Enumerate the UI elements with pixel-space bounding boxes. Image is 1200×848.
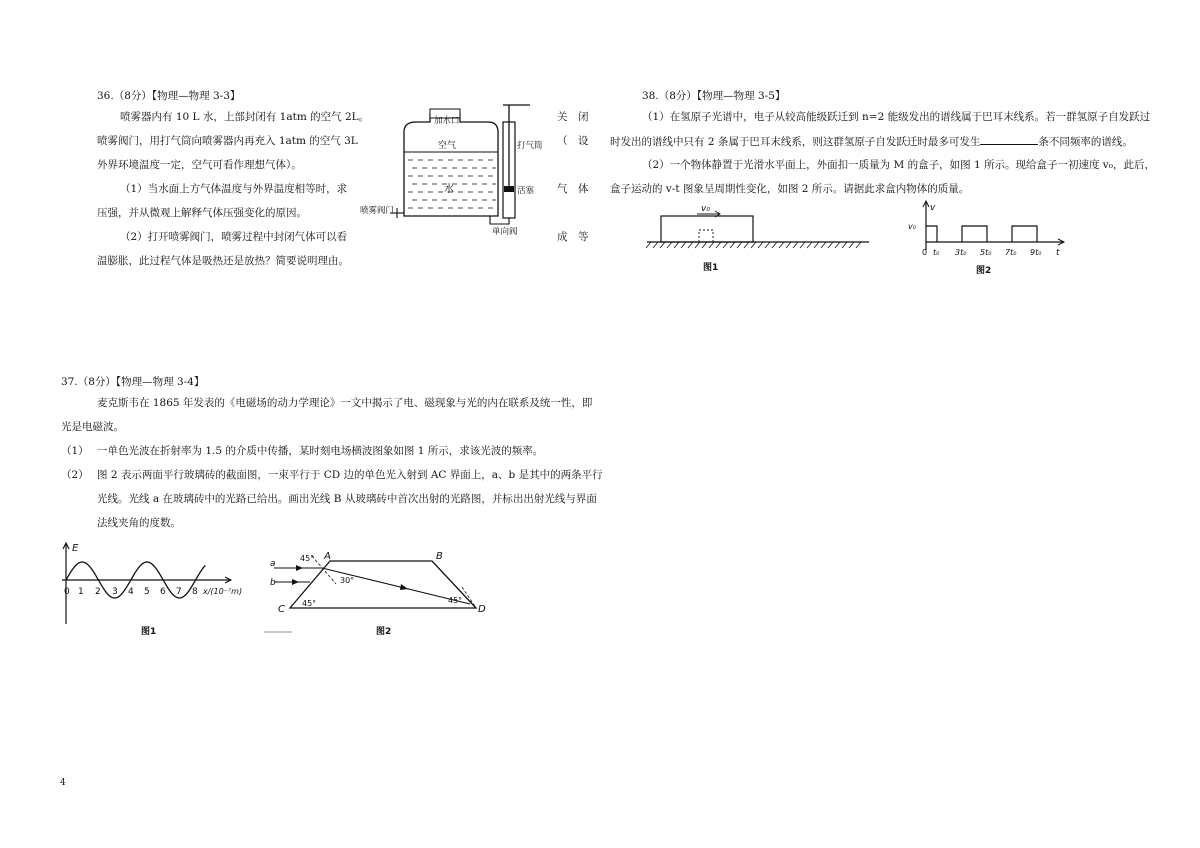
q36-line-2: 喷雾阀门，用打气筒向喷雾器内再充入 1atm 的空气 3L bbox=[97, 135, 358, 147]
page-number: 4 bbox=[60, 778, 66, 788]
glass-brick-figure bbox=[262, 546, 502, 641]
ground-hatch-line bbox=[695, 242, 700, 248]
vt-tick-4: 7t₀ bbox=[1005, 248, 1017, 257]
wave-tick-4: 4 bbox=[128, 587, 134, 597]
q37-intro-2: 光是电磁波。 bbox=[61, 421, 124, 433]
angle-C: 45° bbox=[302, 599, 317, 608]
ground-hatch-line bbox=[856, 242, 861, 248]
ground-hatch-line bbox=[667, 242, 672, 248]
wave-figure bbox=[58, 540, 243, 640]
angle-D: 45° bbox=[448, 596, 463, 605]
q36-right-frag-3: 气 体 bbox=[557, 183, 589, 195]
ground-hatch-line bbox=[681, 242, 686, 248]
box-v0-label: v₀ bbox=[701, 204, 710, 214]
ray-b-label: b bbox=[270, 578, 276, 588]
q37-part2-text-2: 光线。光线 a 在玻璃砖中的光路已给出。画出光线 B 从玻璃砖中首次出射的光路图，并标出出射光线与界面 bbox=[97, 493, 597, 505]
wave-tick-5: 5 bbox=[144, 587, 150, 597]
glass-caption: 图2 bbox=[376, 627, 392, 637]
label-air: 空气 bbox=[438, 141, 457, 151]
vt-graph-figure bbox=[900, 198, 1070, 280]
wave-tick-0: 0 bbox=[64, 587, 70, 597]
ground-hatch-line bbox=[772, 242, 777, 248]
q36-line-7: 温膨胀，此过程气体是吸热还是放热？简要说明理由。 bbox=[97, 255, 349, 267]
vt-v0-label: v₀ bbox=[908, 222, 916, 231]
vt-t-axis-label: t bbox=[1056, 248, 1060, 258]
ground-hatch-line bbox=[744, 242, 749, 248]
ground-hatch-line bbox=[800, 242, 805, 248]
ground-hatch-line bbox=[807, 242, 812, 248]
q36-heading: 36.（8分）【物理—物理 3-3】 bbox=[97, 90, 241, 102]
angle-incidence: 45° bbox=[300, 554, 315, 563]
q37-part1-text: 一单色光波在折射率为 1.5 的介质中传播，某时刻电场横波图象如图 1 所示，求该光波的频率。 bbox=[97, 445, 544, 457]
q36-line-1: 喷雾器内有 10 L 水，上部封闭有 1atm 的空气 2L。 bbox=[120, 111, 370, 123]
q38-part2-text-1: （2）一个物体静置于光滑水平面上，外面扣一质量为 M 的盒子，如图 1 所示。现给盒子一初速度 v₀，此后， bbox=[642, 159, 1155, 171]
q36-right-frag-1: 关 闭 bbox=[557, 111, 589, 123]
ground-hatch-line bbox=[849, 242, 854, 248]
ground-hatch-line bbox=[814, 242, 819, 248]
ground-hatch-line bbox=[786, 242, 791, 248]
label-pump: 打气筒 bbox=[517, 141, 543, 151]
vt-tick-1: t₀ bbox=[933, 248, 940, 257]
vt-caption: 图2 bbox=[976, 266, 992, 276]
vt-v-axis-label: v bbox=[930, 203, 936, 213]
vertex-A: A bbox=[324, 551, 331, 562]
ground-hatch-line bbox=[688, 242, 693, 248]
vertex-C: C bbox=[278, 604, 285, 615]
ground-hatch-line bbox=[758, 242, 763, 248]
q36-line-6: （2）打开喷雾阀门，喷雾过程中封闭气体可以看 bbox=[120, 231, 348, 243]
q37-part2-text-1: 图 2 表示两面平行玻璃砖的截面图，一束平行于 CD 边的单色光入射到 AC 界面上，a、b 是其中的两条平行 bbox=[97, 469, 603, 481]
ground-hatch-line bbox=[828, 242, 833, 248]
wave-tick-1: 1 bbox=[78, 587, 84, 597]
ray-a-label: a bbox=[270, 559, 276, 569]
q37-intro-1: 麦克斯韦在 1865 年发表的《电磁场的动力学理论》一文中揭示了电、磁现象与光的内在联系及统一性，即 bbox=[97, 397, 593, 409]
ground-hatch-line bbox=[793, 242, 798, 248]
ground-hatch-line bbox=[716, 242, 721, 248]
q38-part1-text-2 bbox=[610, 134, 1133, 149]
q37-part1-number: （1） bbox=[61, 445, 89, 457]
wave-caption: 图1 bbox=[141, 627, 157, 637]
ground-hatch-line bbox=[737, 242, 742, 248]
label-spray-valve: 喷雾阀门 bbox=[360, 206, 395, 216]
sprayer-figure bbox=[360, 100, 550, 235]
q38-heading: 38.（8分）【物理—物理 3-5】 bbox=[642, 90, 786, 102]
q38-part1-text-2-pre: 时发出的谱线中只有 2 条属于巴耳末线系，则这群氢原子自发跃迁时最多可发生 bbox=[610, 136, 981, 148]
q37-part2-text-3: 法线夹角的度数。 bbox=[97, 517, 181, 529]
ground-hatch-line bbox=[709, 242, 714, 248]
vt-tick-2: 3t₀ bbox=[955, 248, 967, 257]
q36-line-3: 外界环境温度一定，空气可看作理想气体）。 bbox=[97, 159, 302, 171]
vertex-D: D bbox=[478, 604, 486, 615]
wave-tick-6: 6 bbox=[160, 587, 166, 597]
label-water: 水 bbox=[444, 184, 454, 195]
label-check-valve: 单向阀 bbox=[492, 227, 518, 237]
ground-hatch-line bbox=[751, 242, 756, 248]
box-caption: 图1 bbox=[703, 263, 719, 273]
box-figure bbox=[645, 200, 885, 280]
ground-hatch-line bbox=[653, 242, 658, 248]
q38-part1-text-1: （1）在氢原子光谱中，电子从较高能级跃迁到 n=2 能级发出的谱线属于巴耳末线系。若一群氢原子自发跃过 bbox=[642, 111, 1151, 123]
q36-line-5: 压强，并从微观上解释气体压强变化的原因。 bbox=[97, 207, 307, 219]
q37-heading: 37.（8分）【物理—物理 3-4】 bbox=[61, 376, 205, 388]
wave-tick-2: 2 bbox=[95, 587, 101, 597]
ground-hatch-line bbox=[702, 242, 707, 248]
ground-hatch-line bbox=[765, 242, 770, 248]
label-water-inlet: 加水口 bbox=[434, 116, 460, 126]
q36-right-frag-4: 成 等 bbox=[557, 231, 589, 243]
answer-blank bbox=[980, 134, 1038, 145]
ground-hatch-line bbox=[646, 242, 651, 248]
wave-tick-8: 8 bbox=[192, 587, 198, 597]
vertex-B: B bbox=[436, 551, 443, 562]
vt-tick-5: 9t₀ bbox=[1030, 248, 1042, 257]
ground-hatch-line bbox=[674, 242, 679, 248]
angle-refraction: 30° bbox=[340, 576, 355, 585]
wave-y-label: E bbox=[72, 543, 79, 554]
q38-part2-text-2: 盒子运动的 v-t 图象呈周期性变化，如图 2 所示。请据此求盒内物体的质量。 bbox=[610, 183, 970, 195]
q37-part2-number: （2） bbox=[61, 469, 89, 481]
vt-tick-0: 0 bbox=[922, 248, 928, 257]
ground-hatch-line bbox=[660, 242, 665, 248]
ground-hatch-line bbox=[842, 242, 847, 248]
ground-hatch-line bbox=[730, 242, 735, 248]
q38-part1-text-2-post: 条不同频率的谱线。 bbox=[1038, 136, 1133, 148]
wave-tick-7: 7 bbox=[176, 587, 182, 597]
ground-hatch-line bbox=[835, 242, 840, 248]
vt-tick-3: 5t₀ bbox=[980, 248, 992, 257]
ground-hatch-line bbox=[821, 242, 826, 248]
q36-line-4: （1）当水面上方气体温度与外界温度相等时，求 bbox=[120, 183, 348, 195]
ground-hatch-line bbox=[779, 242, 784, 248]
q36-right-frag-2: （ 设 bbox=[557, 135, 589, 147]
wave-tick-3: 3 bbox=[112, 587, 118, 597]
ground-hatch-line bbox=[723, 242, 728, 248]
label-piston: 活塞 bbox=[517, 186, 535, 196]
wave-x-unit: x/(10⁻⁷m) bbox=[203, 587, 243, 596]
